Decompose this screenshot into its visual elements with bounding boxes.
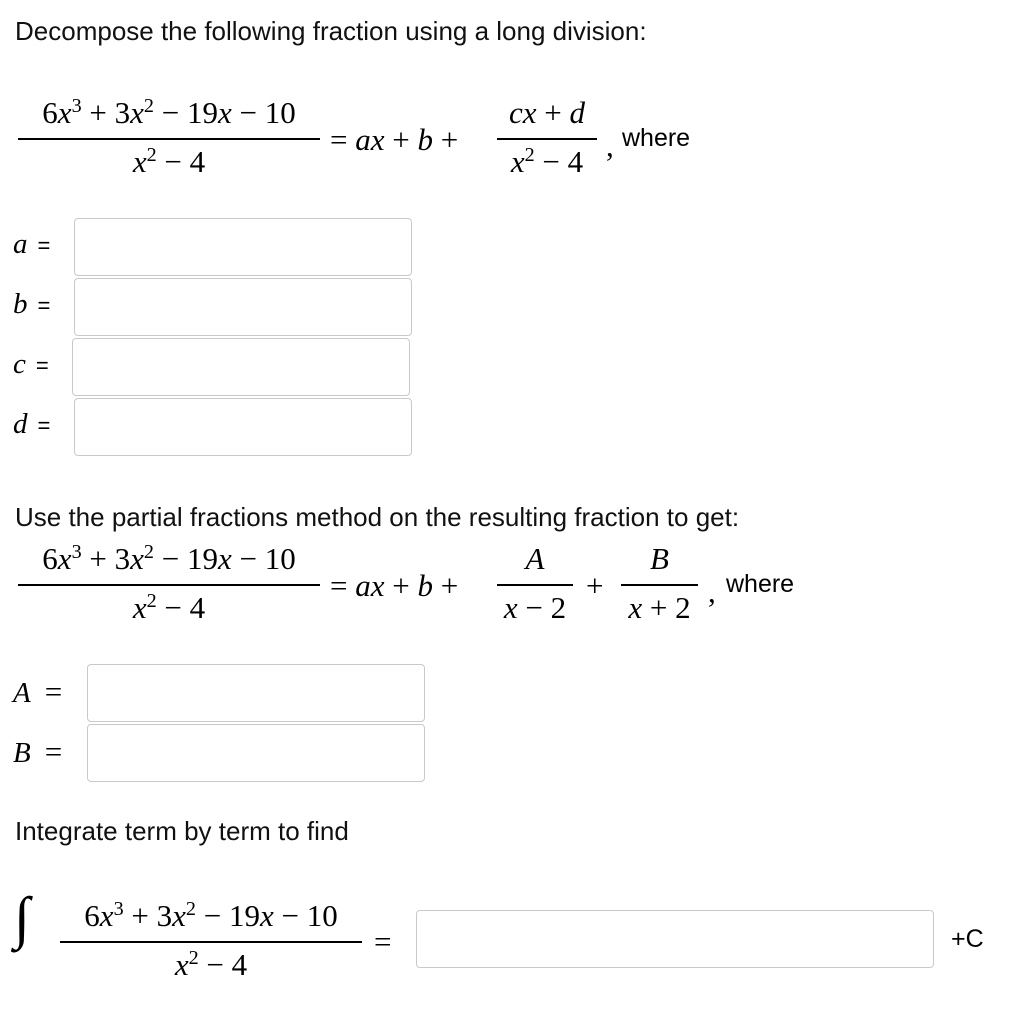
label-b-eq: = [37,293,51,318]
A-den-op: − [517,590,551,625]
num3-term3-coef: 19 [228,898,260,933]
den2-op: − [156,590,190,625]
rem-den-const: 4 [567,144,584,179]
integrand-fraction [60,898,362,988]
eq2-plus1: + [384,568,418,603]
num-op3: − [231,95,265,130]
eq1-where: where [622,124,691,152]
num3-op2: − [195,898,229,933]
rem-op: + [536,95,570,130]
main-fraction-2 [18,541,320,631]
eq2-equals: = [330,568,356,603]
den3-pow: 2 [188,946,199,969]
A-den-x: x [503,590,518,625]
den-var: x [132,144,147,179]
B-denominator [621,590,698,626]
remainder-fraction [497,95,597,185]
den-pow: 2 [146,143,157,166]
num2-op3: − [231,541,265,576]
rem-den-var: x [510,144,525,179]
den2-pow: 2 [146,589,157,612]
num2-term3-coef: 19 [186,541,218,576]
plus-c-label: +C [951,925,984,953]
eq2-linear-part [330,568,458,604]
den3-op: − [198,947,232,982]
label-B [13,734,62,770]
rem-x: x [522,95,537,130]
num3-term2-coef: 3 [156,898,173,933]
eq1-x: x [370,122,385,157]
label-B-eq: = [44,734,63,769]
B-numerator [621,541,698,577]
remainder-bar [497,138,597,140]
input-B[interactable] [87,724,425,782]
remainder-denominator [497,144,597,180]
main-fraction [18,95,320,185]
label-c-eq: = [35,353,49,378]
num-term2-var: x [130,95,144,130]
A-fraction [497,541,573,631]
input-integral[interactable] [416,910,934,968]
label-a-var: a [13,228,28,260]
eq2-b: b [417,568,433,603]
rem-d: d [569,95,585,130]
A-den-const: 2 [550,590,567,625]
eq1-equals: = [330,122,356,157]
den2-var: x [132,590,147,625]
integrand-numerator [60,898,362,934]
num2-term1-pow: 3 [71,540,82,563]
input-b[interactable] [74,278,412,336]
fraction-denominator [18,144,320,180]
num-term3-coef: 19 [186,95,218,130]
input-c[interactable] [72,338,410,396]
input-a[interactable] [74,218,412,276]
eq1-plus1: + [384,122,418,157]
B-var: B [650,541,669,576]
num2-term2-coef: 3 [114,541,131,576]
num2-op2: − [153,541,187,576]
eq2-x: x [370,568,385,603]
partial-fractions-text: Use the partial fractions method on the resulting fraction to get: [15,502,740,532]
den-const: 4 [189,144,206,179]
den2-const: 4 [189,590,206,625]
fraction-bar [18,138,320,140]
label-a-eq: = [37,233,51,258]
eq2-plus2: + [432,568,459,603]
input-A[interactable] [87,664,425,722]
num-term3-var: x [217,95,232,130]
remainder-numerator [497,95,597,131]
num-term1-var: x [57,95,72,130]
den-op: − [156,144,190,179]
integrate-text: Integrate term by term to find [15,816,349,846]
num2-term2-var: x [130,541,144,576]
eq1-a: a [355,122,371,157]
num2-term4: 10 [264,541,296,576]
label-d-var: d [13,408,28,440]
num3-op1: + [123,898,157,933]
eq2-mid-plus: + [586,568,604,603]
num3-term2-pow: 2 [185,897,196,920]
B-den-const: 2 [675,590,691,625]
integrand-denominator [60,947,362,983]
A-bar [497,584,573,586]
fraction2-bar [18,584,320,586]
num2-term1-var: x [57,541,72,576]
A-var: A [525,541,545,576]
label-b-var: b [13,288,28,320]
num3-term1-var: x [99,898,114,933]
eq2-where: where [726,570,795,598]
B-den-op: + [642,590,676,625]
num-term1-coef: 6 [42,95,58,130]
label-B-var: B [13,737,31,769]
B-den-x: x [628,590,643,625]
num2-term2-pow: 2 [143,540,154,563]
num3-op3: − [273,898,307,933]
eq1-b: b [417,122,433,157]
input-d[interactable] [74,398,412,456]
num-op2: − [153,95,187,130]
eq1-linear-part [330,122,458,158]
num3-term1-coef: 6 [84,898,100,933]
label-A-eq: = [44,674,63,709]
num2-op1: + [81,541,115,576]
num3-term2-var: x [172,898,186,933]
rem-c: c [508,95,523,130]
B-bar [621,584,698,586]
num-op1: + [81,95,115,130]
integrand-bar [60,941,362,943]
label-d-eq: = [37,413,51,438]
eq2-a: a [355,568,371,603]
fraction2-numerator [18,541,320,577]
den3-const: 4 [231,947,248,982]
fraction2-denominator [18,590,320,626]
rem-den-op: − [534,144,568,179]
label-A-var: A [13,677,31,709]
A-numerator [497,541,573,577]
label-d [13,408,50,441]
label-b [13,288,50,321]
rem-den-pow: 2 [524,143,535,166]
label-c [13,348,49,381]
num-term1-pow: 3 [71,94,82,117]
eq1-plus2: + [432,122,459,157]
integral-equals: = [374,924,392,959]
eq2-comma: , [708,574,716,609]
label-A [13,674,62,710]
integral-sign-icon: ∫ [14,885,30,950]
num3-term3-var: x [259,898,274,933]
num2-term1-coef: 6 [42,541,58,576]
intro-text: Decompose the following fraction using a long division: [15,16,647,46]
num3-term4: 10 [306,898,338,933]
num-term4: 10 [264,95,296,130]
B-fraction [621,541,698,631]
num2-term3-var: x [217,541,232,576]
num3-term1-pow: 3 [113,897,124,920]
fraction-numerator [18,95,320,131]
A-denominator [497,590,573,626]
den3-var: x [174,947,189,982]
eq1-comma: , [606,128,614,163]
num-term2-coef: 3 [114,95,131,130]
label-a [13,228,50,261]
num-term2-pow: 2 [143,94,154,117]
label-c-var: c [13,348,26,380]
